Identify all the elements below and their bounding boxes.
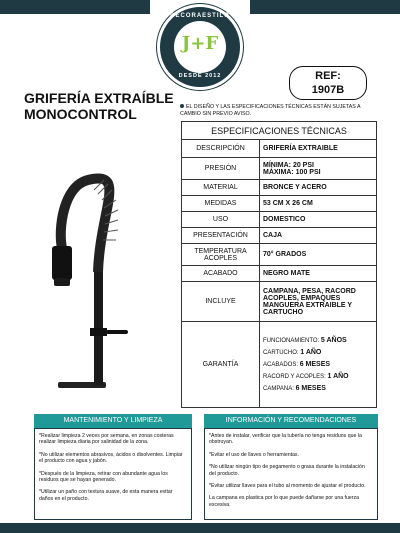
- list-item: *Después de la limpieza, retirar con abundante agua los residuos que se hayan generado.: [39, 470, 168, 484]
- specifications-header: ESPECIFICACIONES TÉCNICAS: [182, 122, 377, 140]
- spec-label: DESCRIPCIÓN: [182, 140, 260, 158]
- maintenance-panel: [34, 428, 192, 520]
- table-row: [182, 212, 377, 228]
- pressure-min: MÍNIMA: 20 PSI: [263, 161, 314, 169]
- spec-label: ACABADO: [182, 266, 260, 282]
- spec-label: GARANTÍA: [182, 322, 260, 408]
- maintenance-title: MANTENIMIENTO Y LIMPIEZA: [34, 414, 192, 428]
- specifications-table: [181, 121, 377, 408]
- list-item: La campana es plastica por lo que puede dañarse por una fuerza excesiva.: [209, 495, 359, 508]
- list-item: *Evitar el uso de llaves o herramientas.: [209, 451, 299, 458]
- spec-label: INCLUYE: [182, 282, 260, 322]
- table-row: [182, 266, 377, 282]
- brand-logo: [157, 4, 243, 90]
- table-row: [182, 282, 377, 322]
- logo-center: [174, 21, 226, 73]
- list-item: *Antes de instalar, verificar que la tubería no tenga residuos que la obstruyan.: [209, 433, 362, 446]
- spec-value: NEGRO MATE: [260, 266, 377, 282]
- spec-value: DOMESTICO: [260, 212, 377, 228]
- warranty-item: CAMPANA: 6 MESES: [263, 384, 326, 392]
- bullet-icon: [180, 104, 184, 108]
- spec-value: BRONCE Y ACERO: [260, 180, 377, 196]
- reference-box: [289, 66, 367, 100]
- list-item: *Evitar utilizar llaves para el tubo al momento de ajustar el producto.: [209, 483, 366, 490]
- spec-label: MATERIAL: [182, 180, 260, 196]
- table-row: [182, 140, 377, 158]
- spec-value: 53 CM X 26 CM: [260, 196, 377, 212]
- disclaimer-text: EL DISEÑO Y LAS ESPECIFICACIONES TÉCNICAS ESTÁN SUJETAS A CAMBIO SIN PREVIO AVISO.: [180, 104, 361, 117]
- disclaimer-note: [180, 104, 380, 118]
- list-item: *Realizar limpieza 2 veces por semana, en zonas costeras realizar limpieza diaria por salinidad de la zona.: [39, 433, 174, 446]
- product-title-line2: MONOCONTROL: [24, 106, 137, 122]
- warranty-item: FUNCIONAMIENTO: 5 AÑOS: [263, 336, 347, 344]
- warranty-item: RACORD Y ACOPLES: 1 AÑO: [263, 372, 349, 380]
- table-row: [182, 180, 377, 196]
- info-panel: [204, 428, 378, 520]
- pressure-max: MÁXIMA: 100 PSI: [263, 168, 321, 176]
- table-row: [182, 158, 377, 180]
- bottom-band: [0, 523, 400, 533]
- spec-label: PRESENTACIÓN: [182, 228, 260, 244]
- table-row: [182, 322, 377, 408]
- spec-label: PRESIÓN: [182, 158, 260, 180]
- warranty-item: CARTUCHO: 1 AÑO: [263, 348, 322, 356]
- logo-bottom-text: DESDE 2012: [178, 73, 222, 79]
- reference-label: REF:: [315, 70, 341, 82]
- product-title-line1: GRIFERÍA EXTRAÍBLE: [24, 90, 174, 106]
- list-item: *No utilizar ningún tipo de pegamento o grasa durante la instalación del producto.: [209, 464, 365, 477]
- table-row: [182, 228, 377, 244]
- spec-value: CAMPANA, PESA, RACORD ACOPLES, EMPAQUES MANGUERA EXTRAIBLE Y CARTUCHO: [260, 282, 377, 322]
- table-row: [182, 244, 377, 266]
- table-row: [182, 196, 377, 212]
- spec-label: MEDIDAS: [182, 196, 260, 212]
- list-item: *Utilizar un paño con textura suave, de esta manera evitar daños en el producto.: [39, 489, 173, 502]
- spec-label: USO: [182, 212, 260, 228]
- product-title: [24, 90, 174, 122]
- info-title: INFORMACIÓN Y RECOMENDACIONES: [204, 414, 378, 428]
- warranty-item: ACABADOS: 6 MESES: [263, 360, 331, 368]
- spec-value: GRIFERÍA EXTRAIBLE: [260, 140, 377, 158]
- logo-mark: J+F: [181, 33, 219, 54]
- list-item: *No utilizar elementos abrasivos, ácidos o disolventes. Limpiar el producto con agua y jabón.: [39, 451, 183, 465]
- spec-value: [260, 158, 377, 180]
- faucet-illustration: [28, 150, 148, 400]
- spec-label: TEMPERATURA ACOPLES: [182, 244, 260, 266]
- spec-value: 70° GRADOS: [260, 244, 377, 266]
- spec-value: CAJA: [260, 228, 377, 244]
- warranty-list: [260, 322, 377, 408]
- reference-code: 1907B: [311, 84, 345, 96]
- logo-top-text: DECORAESTILO: [170, 13, 230, 19]
